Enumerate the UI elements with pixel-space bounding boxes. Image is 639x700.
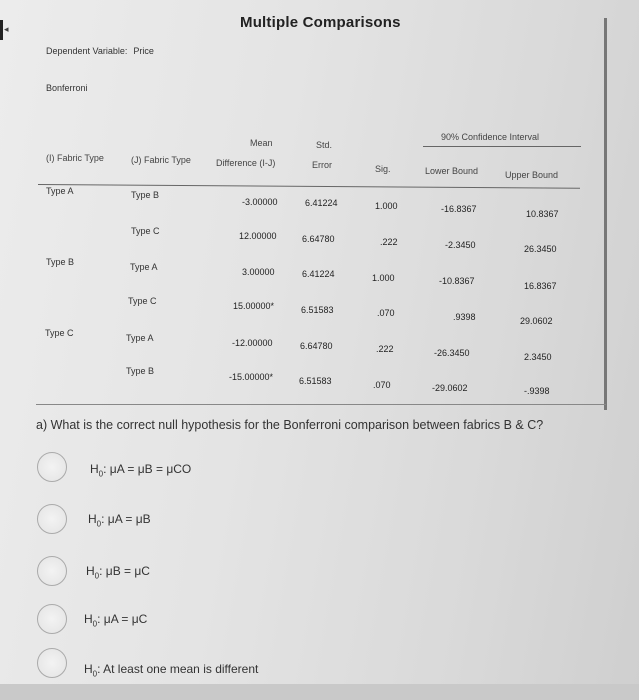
option-3-prefix: H bbox=[86, 564, 95, 578]
option-3-label[interactable] bbox=[86, 564, 150, 580]
bottom-edge bbox=[0, 684, 639, 700]
row3-upper: 16.8367 bbox=[524, 281, 557, 291]
row2-lower: -2.3450 bbox=[445, 240, 476, 250]
row5-std: 6.64780 bbox=[300, 341, 333, 351]
option-1-radio[interactable] bbox=[37, 452, 67, 482]
option-1-sub: 0 bbox=[98, 469, 104, 479]
option-3-radio[interactable] bbox=[37, 556, 67, 586]
row2-j: Type C bbox=[131, 226, 160, 236]
option-1-prefix: H bbox=[90, 462, 99, 476]
option-5-sub: 0 bbox=[92, 669, 98, 679]
row6-mean: -15.00000* bbox=[229, 372, 274, 382]
header-i-type: (I) Fabric Type bbox=[46, 153, 104, 163]
option-5-label[interactable] bbox=[84, 662, 258, 678]
row4-lower: .9398 bbox=[453, 312, 476, 322]
row2-mean: 12.00000 bbox=[239, 231, 277, 241]
row5-lower: -26.3450 bbox=[434, 348, 470, 358]
header-j-type: (J) Fabric Type bbox=[131, 155, 191, 165]
row4-upper: 29.0602 bbox=[520, 316, 553, 326]
option-1-label[interactable] bbox=[90, 462, 191, 478]
header-sig: Sig. bbox=[375, 164, 391, 174]
row5-upper: 2.3450 bbox=[524, 352, 552, 362]
option-4-prefix: H bbox=[84, 612, 93, 626]
option-5-text: : At least one mean is different bbox=[97, 662, 259, 676]
row2-std: 6.64780 bbox=[302, 234, 335, 244]
header-mean-line1: Mean bbox=[250, 138, 273, 148]
row6-sig: .070 bbox=[373, 380, 391, 390]
option-5-prefix: H bbox=[84, 662, 93, 676]
table-right-border bbox=[604, 18, 607, 410]
option-1-text: : μA = μB = μCO bbox=[103, 462, 192, 476]
row6-std: 6.51583 bbox=[299, 376, 332, 386]
row3-lower: -10.8367 bbox=[439, 276, 475, 286]
row4-std: 6.51583 bbox=[301, 305, 334, 315]
row3-i: Type B bbox=[46, 257, 75, 267]
header-std-line1: Std. bbox=[316, 140, 333, 150]
option-3-text: : μB = μC bbox=[99, 564, 150, 578]
ci-header-rule bbox=[423, 146, 581, 147]
row1-std: 6.41224 bbox=[305, 198, 338, 208]
header-upper: Upper Bound bbox=[505, 170, 559, 180]
row5-mean: -12.00000 bbox=[232, 338, 273, 348]
option-2-text: : μA = μB bbox=[101, 512, 151, 526]
row1-upper: 10.8367 bbox=[526, 209, 559, 219]
row2-upper: 26.3450 bbox=[524, 244, 557, 254]
corner-icon: ◂ bbox=[4, 24, 9, 34]
row3-mean: 3.00000 bbox=[242, 267, 275, 277]
row4-mean: 15.00000* bbox=[233, 301, 275, 311]
dependent-variable-value: Price bbox=[133, 46, 154, 56]
row1-sig: 1.000 bbox=[375, 201, 398, 211]
option-5-radio[interactable] bbox=[37, 648, 67, 678]
table-title: Multiple Comparisons bbox=[240, 14, 401, 31]
row6-upper: -.9398 bbox=[524, 386, 550, 396]
option-2-label[interactable] bbox=[88, 512, 151, 528]
option-4-label[interactable] bbox=[84, 612, 147, 628]
option-4-radio[interactable] bbox=[37, 604, 67, 634]
row3-sig: 1.000 bbox=[372, 273, 395, 283]
option-4-text: : μA = μC bbox=[97, 612, 148, 626]
header-bottom-rule bbox=[38, 184, 580, 189]
header-ci: 90% Confidence Interval bbox=[441, 132, 540, 142]
row4-j: Type C bbox=[128, 296, 157, 306]
row5-i: Type C bbox=[45, 328, 74, 338]
question-text: a) What is the correct null hypothesis for the Bonferroni comparison between fabrics B & C? bbox=[36, 418, 544, 432]
option-2-radio[interactable] bbox=[37, 504, 67, 534]
option-3-sub: 0 bbox=[94, 571, 100, 581]
row3-std: 6.41224 bbox=[302, 269, 335, 279]
row6-j: Type B bbox=[126, 366, 155, 376]
row6-lower: -29.0602 bbox=[432, 383, 468, 393]
header-mean-line2: Difference (I-J) bbox=[216, 158, 276, 168]
header-std-line2: Error bbox=[312, 160, 332, 170]
row3-j: Type A bbox=[130, 262, 158, 272]
header-lower: Lower Bound bbox=[425, 166, 479, 176]
row2-sig: .222 bbox=[380, 237, 398, 247]
method-label: Bonferroni bbox=[46, 83, 88, 93]
option-2-sub: 0 bbox=[96, 519, 102, 529]
row1-mean: -3.00000 bbox=[242, 197, 278, 207]
dependent-variable bbox=[46, 46, 154, 56]
table-bottom-rule bbox=[36, 404, 606, 405]
row5-sig: .222 bbox=[376, 344, 394, 354]
row1-lower: -16.8367 bbox=[441, 204, 477, 214]
left-edge-bar bbox=[0, 20, 3, 40]
row1-j: Type B bbox=[131, 190, 160, 200]
row1-i: Type A bbox=[46, 186, 74, 196]
option-2-prefix: H bbox=[88, 512, 97, 526]
row4-sig: .070 bbox=[377, 308, 395, 318]
option-4-sub: 0 bbox=[92, 619, 98, 629]
row5-j: Type A bbox=[126, 333, 154, 343]
dependent-variable-label: Dependent Variable: bbox=[46, 46, 128, 56]
